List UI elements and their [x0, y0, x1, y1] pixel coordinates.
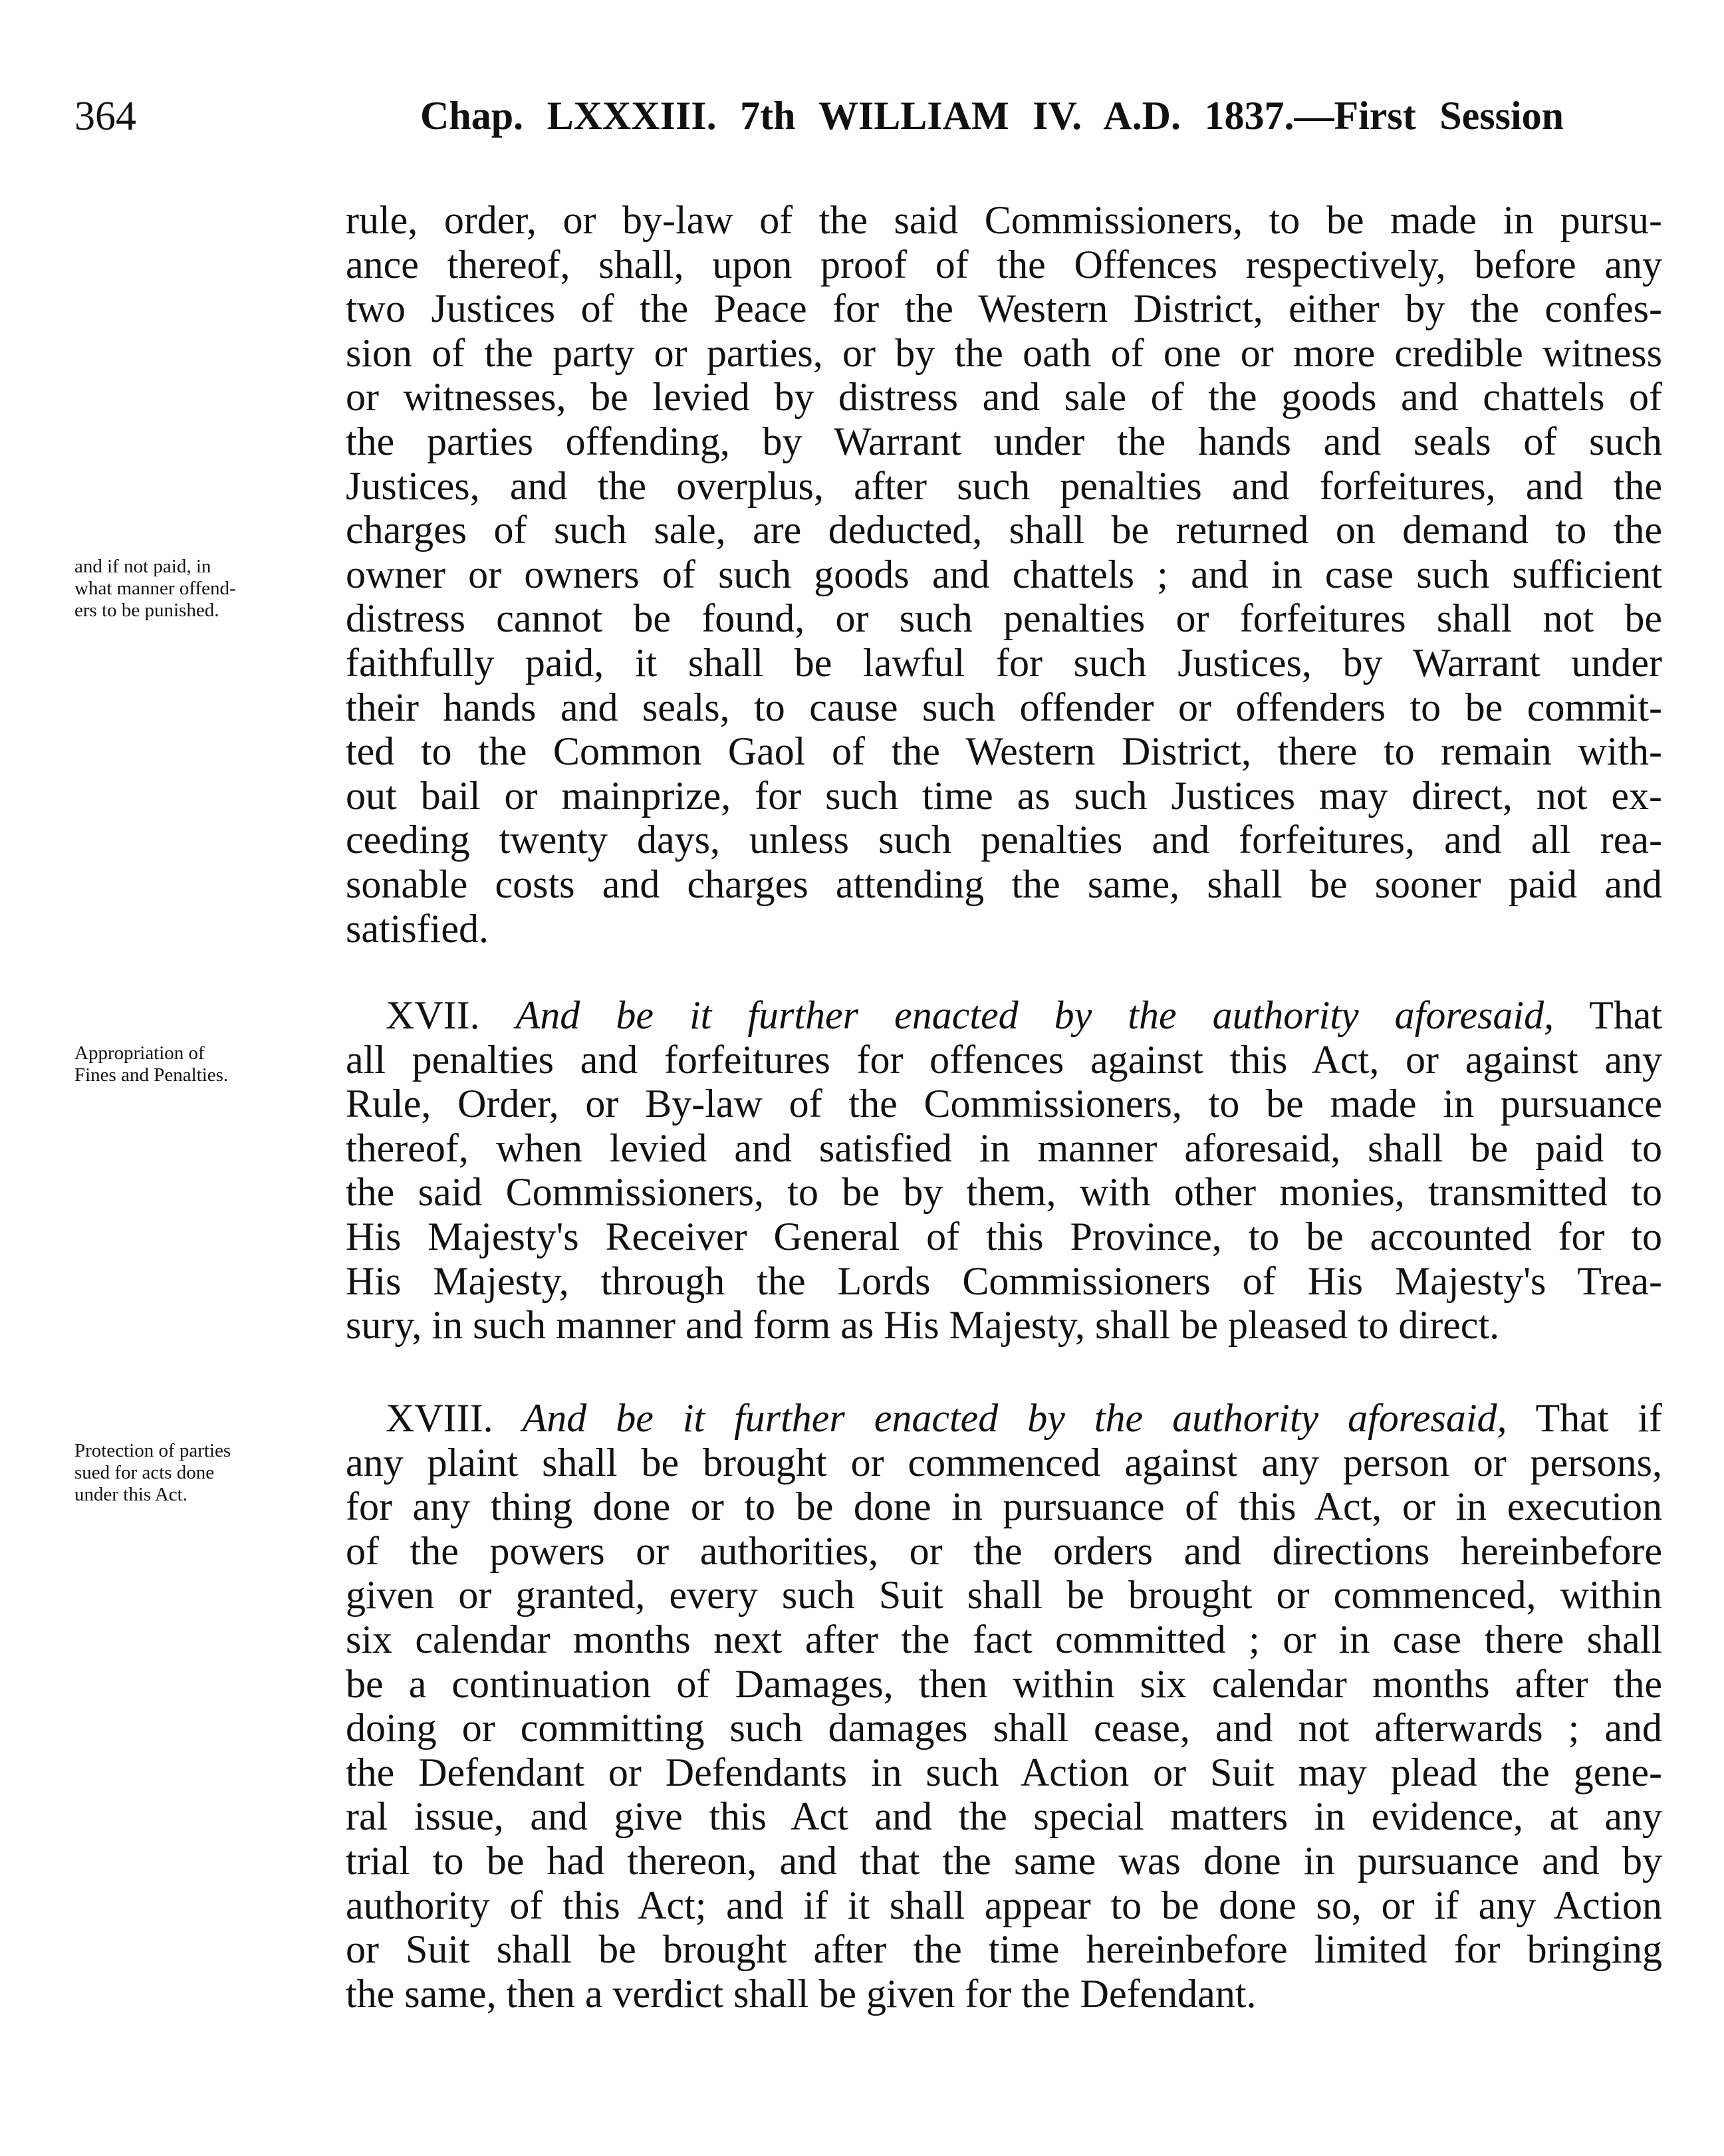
margin-note-line: ers to be punished.: [74, 600, 219, 621]
text-line: sion of the party or parties, or by the oath of one or more credible witness: [346, 330, 1662, 375]
running-title: Chap. LXXXIII. 7th WILLIAM IV. A.D. 1837.—First Session: [420, 94, 1564, 138]
text-line: the said Commissioners, to be by them, with other monies, transmitted to: [346, 1170, 1662, 1215]
text-line: or witnesses, be levied by distress and sale of the goods and chattels of: [346, 375, 1662, 419]
text-line: given or granted, every such Suit shall be brought or commenced, within: [346, 1573, 1662, 1617]
text-line: the parties offending, by Warrant under the hands and seals of such: [346, 419, 1662, 463]
text-line: ral issue, and give this Act and the special matters in evidence, at any: [346, 1794, 1662, 1839]
page-number: 364: [74, 94, 136, 139]
text-line: ance thereof, shall, upon proof of the Offences respectively, before any: [346, 242, 1662, 287]
text-line: be a continuation of Damages, then within six calendar months after the: [346, 1661, 1662, 1706]
margin-note-line: Fines and Penalties.: [74, 1064, 229, 1086]
text-line: six calendar months next after the fact committed ; or in case there shall: [346, 1617, 1662, 1661]
paragraph-continuation: [346, 198, 1662, 951]
text-line: of the powers or authorities, or the orders and directions hereinbefore: [346, 1528, 1662, 1573]
text-line: authority of this Act; and if it shall appear to be done so, or if any Action: [346, 1883, 1662, 1927]
margin-note-line: what manner offend-: [74, 578, 236, 599]
text-line: His Majesty, through the Lords Commissioners of His Majesty's Trea-: [346, 1258, 1662, 1303]
enacting-clause: And be it further enacted by the authority aforesaid,: [515, 993, 1554, 1037]
text-line: all penalties and forfeitures for offences against this Act, or against any: [346, 1037, 1662, 1082]
margin-note-line: Appropriation of: [74, 1042, 205, 1064]
margin-note-penalties: [74, 556, 320, 622]
section-first-line: [346, 1396, 1662, 1441]
text-line: or Suit shall be brought after the time hereinbefore limited for bringing: [346, 1927, 1662, 1972]
text-line: faithfully paid, it shall be lawful for such Justices, by Warrant under: [346, 640, 1662, 685]
text-line: sonable costs and charges attending the same, shall be sooner paid and: [346, 862, 1662, 906]
margin-note-protection: [74, 1440, 320, 1506]
text-line: the Defendant or Defendants in such Action or Suit may plead the gene-: [346, 1750, 1662, 1794]
text-line: for any thing done or to be done in pursuance of this Act, or in execution: [346, 1485, 1662, 1529]
text-line: out bail or mainprize, for such time as such Justices may direct, not ex-: [346, 773, 1662, 818]
text-line: doing or committing such damages shall cease, and not afterwards ; and: [346, 1706, 1662, 1750]
text-line: any plaint shall be brought or commenced against any person or persons,: [346, 1440, 1662, 1485]
text-line: trial to be had thereon, and that the same was done in pursuance and by: [346, 1838, 1662, 1883]
margin-note-appropriation: [74, 1042, 320, 1086]
text-line: ted to the Common Gaol of the Western District, there to remain with-: [346, 729, 1662, 774]
text-line: distress cannot be found, or such penalties or forfeitures shall not be: [346, 596, 1662, 641]
section-xviii: [346, 1396, 1662, 2016]
text-line: sury, in such manner and form as His Majesty, shall be pleased to direct.: [346, 1303, 1500, 1348]
text-line: the same, then a verdict shall be given for the Defendant.: [346, 1971, 1257, 2016]
margin-note-line: under this Act.: [74, 1484, 187, 1505]
margin-note-line: Protection of parties: [74, 1440, 231, 1461]
text-line: His Majesty's Receiver General of this Province, to be accounted for to: [346, 1214, 1662, 1258]
text-line: their hands and seals, to cause such offender or offenders to be commit-: [346, 685, 1662, 729]
text-line: two Justices of the Peace for the Western District, either by the confes-: [346, 287, 1662, 331]
section-first-words: That: [1589, 993, 1663, 1037]
text-line: thereof, when levied and satisfied in manner aforesaid, shall be paid to: [346, 1126, 1662, 1170]
margin-note-line: and if not paid, in: [74, 556, 211, 577]
section-first-line: [346, 993, 1662, 1038]
text-line: Rule, Order, or By-law of the Commissioners, to be made in pursuance: [346, 1082, 1662, 1126]
section-number: XVII.: [386, 993, 480, 1037]
text-line: ceeding twenty days, unless such penalties and forfeitures, and all rea-: [346, 818, 1662, 862]
text-line: rule, order, or by-law of the said Commissioners, to be made in pursu-: [346, 198, 1662, 242]
section-number: XVIII.: [386, 1396, 493, 1440]
section-first-words: That if: [1535, 1396, 1663, 1440]
text-line: owner or owners of such goods and chattels ; and in case such sufficient: [346, 552, 1662, 596]
section-xvii: [346, 993, 1662, 1348]
text-line: satisfied.: [346, 906, 489, 951]
text-line: charges of such sale, are deducted, shall be returned on demand to the: [346, 508, 1662, 552]
text-line: Justices, and the overplus, after such penalties and forfeitures, and the: [346, 463, 1662, 508]
margin-note-line: sued for acts done: [74, 1462, 215, 1483]
enacting-clause: And be it further enacted by the authority aforesaid,: [522, 1396, 1507, 1440]
